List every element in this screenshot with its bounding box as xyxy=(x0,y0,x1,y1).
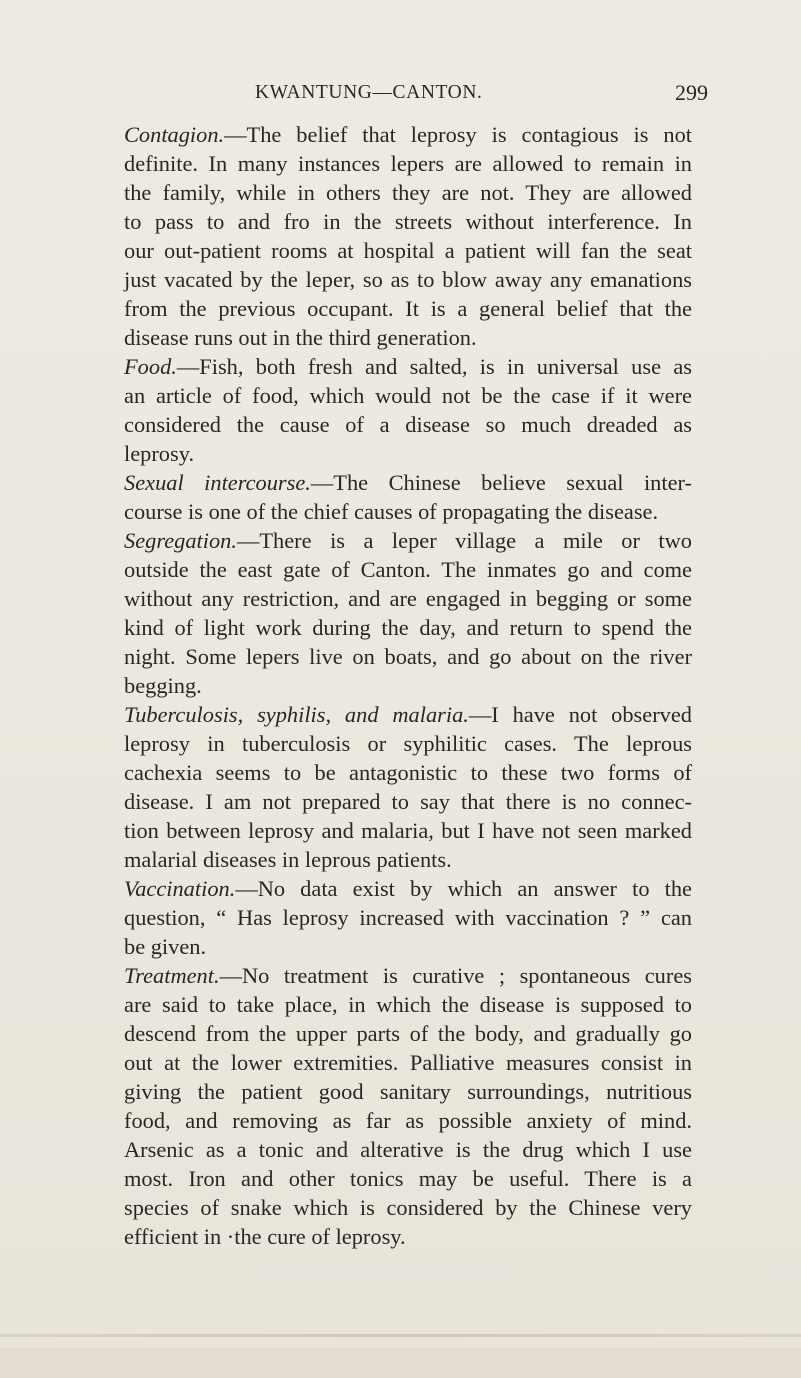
running-header xyxy=(0,78,801,108)
section-heading-vaccination: Vaccination. xyxy=(124,876,236,901)
text-line: leprosy. xyxy=(124,441,195,466)
section-heading-contagion: Contagion. xyxy=(124,122,225,147)
text-line: our out-patient rooms at hospital a patient will fan the seat xyxy=(124,238,692,263)
text-line: food, and removing as far as possible anxiety of mind. xyxy=(124,1108,692,1133)
text-line: Treatment.—No treatment is curative ; spontaneous cures xyxy=(124,963,692,988)
section-heading-tuberculosis: Tuberculosis, syphilis, and malaria. xyxy=(124,702,469,727)
text-line: leprosy in tuberculosis or syphilitic cases. The leprous xyxy=(124,731,692,756)
text-line: an article of food, which would not be the case if it were xyxy=(124,383,692,408)
text-line: descend from the upper parts of the body, and gradually go xyxy=(124,1021,692,1046)
text-line: the family, while in others they are not. They are allowed xyxy=(124,180,692,205)
text-line: malarial diseases in leprous patients. xyxy=(124,847,452,872)
text-line: be given. xyxy=(124,934,207,959)
section-heading-treatment: Treatment. xyxy=(124,963,220,988)
text-line: Contagion.—The belief that leprosy is contagious is not xyxy=(124,122,692,147)
text-line: begging. xyxy=(124,673,202,698)
text-line: Sexual intercourse.—The Chinese believe sexual inter- xyxy=(124,470,692,495)
section-heading-segregation: Segregation. xyxy=(124,528,237,553)
text-line: Food.—Fish, both fresh and salted, is in universal use as xyxy=(124,354,692,379)
text-line: most. Iron and other tonics may be useful. There is a xyxy=(124,1166,692,1191)
text-line: to pass to and fro in the streets without interference. In xyxy=(124,209,692,234)
running-title: KWANTUNG—CANTON. xyxy=(255,82,483,103)
text-line: out at the lower extremities. Palliative measures consist in xyxy=(124,1050,692,1075)
text-line: Arsenic as a tonic and alterative is the drug which I use xyxy=(124,1137,692,1162)
text-line: just vacated by the leper, so as to blow away any emanations xyxy=(124,267,692,292)
text-line: question, “ Has leprosy increased with vaccination ? ” can xyxy=(124,905,692,930)
text-line: species of snake which is considered by the Chinese very xyxy=(124,1195,692,1220)
page-bottom-shadow xyxy=(0,1334,801,1337)
text-line: Vaccination.—No data exist by which an answer to the xyxy=(124,876,692,901)
text-line: kind of light work during the day, and return to spend the xyxy=(124,615,692,640)
page-bottom-edge xyxy=(0,1348,801,1378)
text-line: considered the cause of a disease so much dreaded as xyxy=(124,412,692,437)
text-line: cachexia seems to be antagonistic to these two forms of xyxy=(124,760,692,785)
text-line: Segregation.—There is a leper village a mile or two xyxy=(124,528,692,553)
text-line: disease runs out in the third generation. xyxy=(124,325,477,350)
text-line: efficient in ·the cure of leprosy. xyxy=(124,1224,406,1249)
text-line: definite. In many instances lepers are allowed to remain in xyxy=(124,151,692,176)
section-heading-sexual-intercourse: Sexual intercourse. xyxy=(124,470,311,495)
text-line: tion between leprosy and malaria, but I have not seen marked xyxy=(124,818,692,843)
text-line: from the previous occupant. It is a general belief that the xyxy=(124,296,692,321)
text-line: giving the patient good sanitary surroundings, nutritious xyxy=(124,1079,692,1104)
section-heading-food: Food. xyxy=(124,354,177,379)
text-line: without any restriction, and are engaged in begging or some xyxy=(124,586,692,611)
text-line: outside the east gate of Canton. The inmates go and come xyxy=(124,557,692,582)
text-line: are said to take place, in which the disease is supposed to xyxy=(124,992,692,1017)
text-line: night. Some lepers live on boats, and go about on the river xyxy=(124,644,692,669)
text-line: disease. I am not prepared to say that there is no connec- xyxy=(124,789,692,814)
text-line: Tuberculosis, syphilis, and malaria.—I have not observed xyxy=(124,702,692,727)
page-number: 299 xyxy=(675,80,708,105)
text-line: course is one of the chief causes of propagating the disease. xyxy=(124,499,659,524)
